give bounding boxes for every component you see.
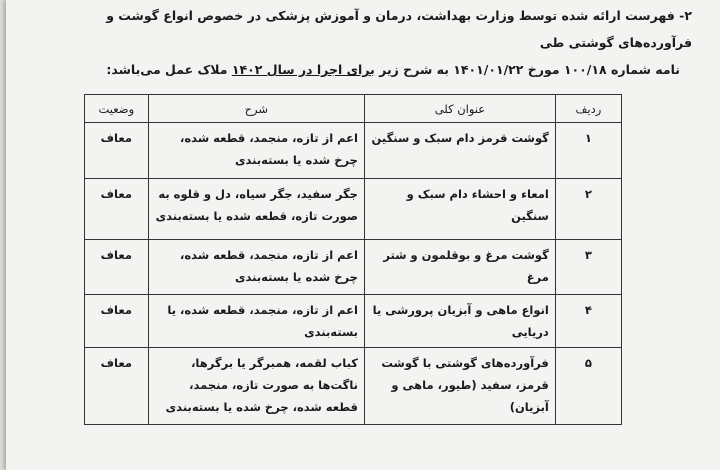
row-title: انواع ماهی و آبزیان پرورشی یا دریایی	[364, 295, 555, 348]
intro-line-2	[32, 56, 692, 83]
intro-underlined-phrase: برای اجرا در سال ۱۴۰۲	[231, 62, 375, 77]
document-page	[6, 0, 720, 470]
row-num: ۲	[555, 179, 621, 240]
row-desc: اعم از تازه، منجمد، قطعه شده، یا بسته‌بندی	[148, 295, 364, 348]
table-row	[85, 240, 622, 295]
row-desc: کباب لقمه، همبرگر یا برگرها، ناگت‌ها به صورت تازه، منجمد، قطعه شده، چرخ شده یا بسته‌بندی	[148, 348, 364, 425]
intro-paragraph	[32, 2, 692, 83]
header-title: عنوان کلی	[364, 95, 555, 123]
row-title: امعاء و احشاء دام سبک و سنگین	[364, 179, 555, 240]
row-status: معاف	[85, 123, 149, 179]
row-num: ۵	[555, 348, 621, 425]
row-status: معاف	[85, 295, 149, 348]
row-desc: اعم از تازه، منجمد، قطعه شده، چرخ شده یا بسته‌بندی	[148, 240, 364, 295]
intro-line-2-end: ملاک عمل می‌باشد:	[106, 62, 232, 77]
row-status: معاف	[85, 179, 149, 240]
row-num: ۱	[555, 123, 621, 179]
meat-products-table	[84, 94, 622, 425]
row-num: ۳	[555, 240, 621, 295]
row-title: گوشت قرمز دام سبک و سنگین	[364, 123, 555, 179]
intro-line-2-start: نامه شماره ۱۰۰/۱۸ مورخ ۱۴۰۱/۰۱/۲۲ به شرح زیر	[374, 62, 680, 77]
intro-line-1: ۲- فهرست ارائه شده توسط وزارت بهداشت، درمان و آموزش پزشکی در خصوص انواع گوشت و فرآورده‌های گوشتی طی	[106, 8, 692, 50]
table-row	[85, 348, 622, 425]
table-row	[85, 123, 622, 179]
table-row	[85, 295, 622, 348]
row-desc: اعم از تازه، منجمد، قطعه شده، چرخ شده یا بسته‌بندی	[148, 123, 364, 179]
row-title: فرآورده‌های گوشتی با گوشت قرمز، سفید (طیور، ماهی و آبزیان)	[364, 348, 555, 425]
row-status: معاف	[85, 348, 149, 425]
table-header-row	[85, 95, 622, 123]
table-row	[85, 179, 622, 240]
header-status: وضعیت	[85, 95, 149, 123]
row-status: معاف	[85, 240, 149, 295]
header-desc: شرح	[148, 95, 364, 123]
header-num: ردیف	[555, 95, 621, 123]
row-num: ۴	[555, 295, 621, 348]
row-desc: جگر سفید، جگر سیاه، دل و قلوه به صورت تازه، قطعه شده یا بسته‌بندی	[148, 179, 364, 240]
row-title: گوشت مرغ و بوقلمون و شتر مرغ	[364, 240, 555, 295]
